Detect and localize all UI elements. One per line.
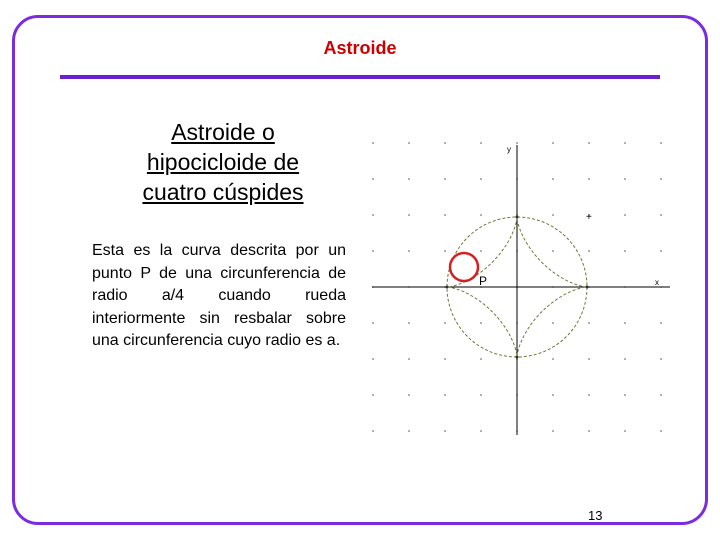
grid-dot [444, 178, 446, 180]
grid-dot [444, 214, 446, 216]
grid-dot [408, 250, 410, 252]
grid-dot [480, 358, 482, 360]
grid-dot [552, 214, 554, 216]
grid-dot [552, 250, 554, 252]
cusp-point-bottom [516, 356, 519, 359]
grid-dot [660, 394, 662, 396]
grid-dot [588, 250, 590, 252]
grid-dot [624, 322, 626, 324]
grid-dot [588, 358, 590, 360]
grid-dot [480, 250, 482, 252]
grid-dot [372, 322, 374, 324]
grid-dot [408, 178, 410, 180]
grid-dot [480, 142, 482, 144]
grid-dot [480, 394, 482, 396]
grid-dot [408, 214, 410, 216]
grid-dot [516, 142, 518, 144]
grid-dot [372, 430, 374, 432]
grid-dot [372, 178, 374, 180]
rolling-circle [450, 253, 478, 281]
subtitle-line-3: cuatro cúspides [142, 179, 304, 205]
axis-y-label: y [507, 145, 511, 154]
grid-dot [444, 394, 446, 396]
grid-dot [372, 358, 374, 360]
grid-dot [660, 250, 662, 252]
grid-dot [408, 394, 410, 396]
grid-dot [660, 214, 662, 216]
grid-dot [588, 394, 590, 396]
title-divider [60, 75, 660, 79]
grid-dot [588, 178, 590, 180]
grid-dot [444, 322, 446, 324]
grid-dot [588, 322, 590, 324]
grid-dot [480, 430, 482, 432]
grid-dot [408, 358, 410, 360]
grid-dot [372, 394, 374, 396]
subtitle-line-1: Astroide o [171, 119, 275, 145]
grid-dot [552, 430, 554, 432]
page-number: 13 [588, 508, 603, 523]
grid-dot [624, 430, 626, 432]
point-p-label: P [479, 274, 488, 288]
grid-dot [660, 178, 662, 180]
cusp-point-right [586, 286, 589, 289]
grid-dot [552, 358, 554, 360]
cusp-point-top [516, 216, 519, 219]
grid-dot [372, 214, 374, 216]
grid-dot [624, 178, 626, 180]
grid-dot [372, 142, 374, 144]
grid-dot [372, 250, 374, 252]
grid-dot [552, 322, 554, 324]
subtitle [108, 117, 338, 207]
grid-dot [624, 250, 626, 252]
grid-dot [588, 430, 590, 432]
grid-dot [444, 142, 446, 144]
grid-dot [552, 142, 554, 144]
grid-dot [624, 358, 626, 360]
grid-dot [588, 142, 590, 144]
grid-dot [444, 250, 446, 252]
grid-dot [480, 214, 482, 216]
grid-dot [444, 430, 446, 432]
grid-dot [660, 358, 662, 360]
subtitle-line-2: hipocicloide de [146, 149, 300, 175]
cusp-point-left [446, 286, 449, 289]
description-text: Esta es la curva descrita por un punto P de una circunferencia de radio a/4 cuando rueda interiormente sin resbalar sobre una circunferencia cuyo radio es a. [92, 242, 346, 349]
grid-dot [444, 358, 446, 360]
grid-dot [660, 142, 662, 144]
axis-x-label: x [655, 278, 659, 287]
grid-dot [552, 178, 554, 180]
slide-title: Astroide [323, 38, 397, 58]
grid-dot [480, 322, 482, 324]
grid-dot [624, 214, 626, 216]
grid-dot [660, 322, 662, 324]
astroid-diagram [360, 130, 680, 450]
grid-dot [624, 142, 626, 144]
grid-dot [624, 394, 626, 396]
grid-dot [408, 322, 410, 324]
grid-dot [408, 430, 410, 432]
grid-dot [408, 142, 410, 144]
grid-dot [480, 178, 482, 180]
grid-dot [552, 394, 554, 396]
grid-dot [660, 430, 662, 432]
plus-marker: + [586, 212, 592, 223]
